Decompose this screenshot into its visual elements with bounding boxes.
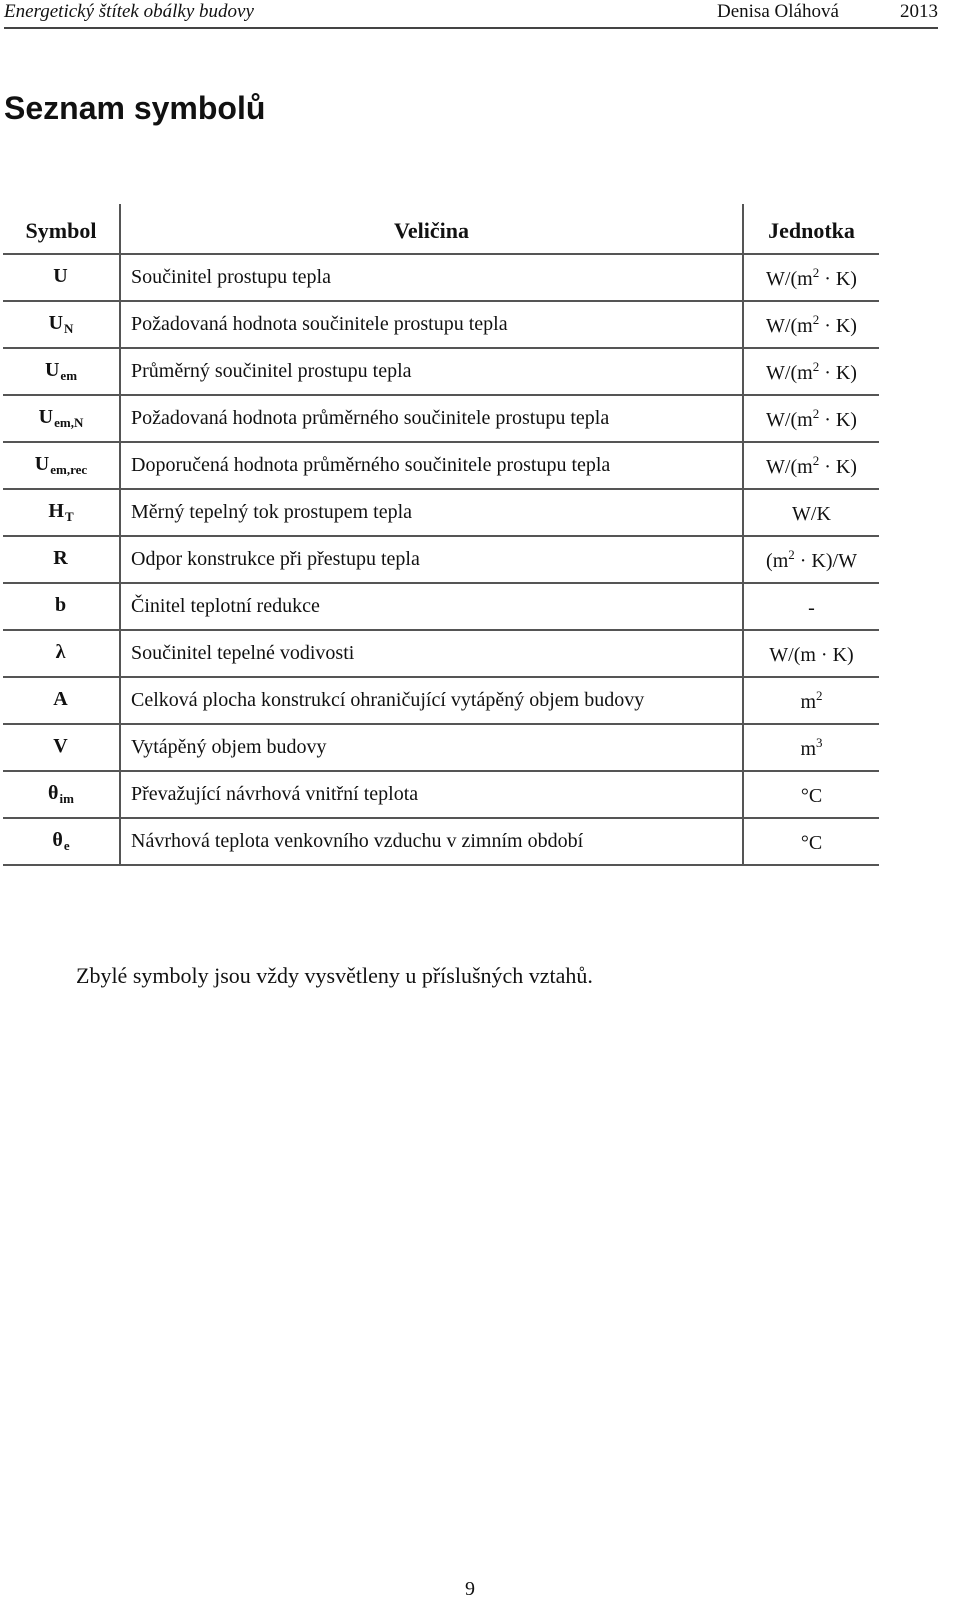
unit-base: W/(m · K) xyxy=(769,643,854,666)
unit-exponent: 2 xyxy=(812,311,820,327)
unit-cell xyxy=(743,630,879,677)
symbol-subscript: e xyxy=(63,838,70,853)
document-year: 2013 xyxy=(900,1,938,22)
author-name: Denisa Oláhová xyxy=(717,1,839,22)
quantity-cell: Součinitel prostupu tepla xyxy=(120,254,743,301)
symbol-main: θ xyxy=(48,782,59,804)
quantity-cell: Požadovaná hodnota součinitele prostupu tepla xyxy=(120,301,743,348)
table-row xyxy=(3,348,879,395)
symbol-main: U xyxy=(53,265,68,287)
symbol-main: λ xyxy=(55,641,66,663)
unit-cell xyxy=(743,818,879,865)
quantity-cell: Vytápěný objem budovy xyxy=(120,724,743,771)
unit-base: °C xyxy=(800,784,823,807)
unit-exponent: 2 xyxy=(816,687,823,703)
table-row xyxy=(3,489,879,536)
table-row xyxy=(3,630,879,677)
symbol-main: U xyxy=(34,453,50,475)
unit-cell xyxy=(743,254,879,301)
unit-base: (m xyxy=(766,549,789,572)
unit-cell xyxy=(743,348,879,395)
unit-cell xyxy=(743,771,879,818)
symbol-cell xyxy=(3,818,120,865)
unit-tail: · K) xyxy=(819,314,857,337)
footnote: Zbylé symboly jsou vždy vysvětleny u příslušných vztahů. xyxy=(76,963,593,988)
unit-base: W/(m xyxy=(766,455,813,478)
symbol-table xyxy=(3,204,879,866)
unit-tail: · K)/W xyxy=(794,549,857,572)
quantity-cell: Činitel teplotní redukce xyxy=(120,583,743,630)
symbol-cell xyxy=(3,677,120,724)
symbol-cell xyxy=(3,442,120,489)
unit-base: W/(m xyxy=(766,408,813,431)
unit-base: m xyxy=(800,737,817,760)
symbol-subscript: em,N xyxy=(54,415,84,430)
unit-tail: · K) xyxy=(819,267,857,290)
symbol-cell xyxy=(3,395,120,442)
table-row xyxy=(3,724,879,771)
unit-tail: · K) xyxy=(819,455,857,478)
symbol-cell xyxy=(3,724,120,771)
unit-cell xyxy=(743,489,879,536)
unit-tail: · K) xyxy=(819,408,857,431)
column-header-unit: Jednotka xyxy=(743,204,879,254)
table-row xyxy=(3,771,879,818)
quantity-cell: Převažující návrhová vnitřní teplota xyxy=(120,771,743,818)
page-header xyxy=(4,0,938,29)
symbol-main: U xyxy=(48,312,64,334)
quantity-cell: Návrhová teplota venkovního vzduchu v zimním období xyxy=(120,818,743,865)
unit-cell xyxy=(743,724,879,771)
unit-cell xyxy=(743,583,879,630)
quantity-cell: Požadovaná hodnota průměrného součinitele prostupu tepla xyxy=(120,395,743,442)
table-header-row xyxy=(3,204,879,254)
quantity-cell: Průměrný součinitel prostupu tepla xyxy=(120,348,743,395)
symbol-main: V xyxy=(53,735,68,757)
quantity-cell: Součinitel tepelné vodivosti xyxy=(120,630,743,677)
symbol-cell xyxy=(3,630,120,677)
unit-exponent: 2 xyxy=(812,264,820,280)
unit-base: W/(m xyxy=(766,267,813,290)
unit-base: W/(m xyxy=(766,361,813,384)
unit-base: - xyxy=(808,596,815,619)
symbol-cell xyxy=(3,583,120,630)
column-header-quantity: Veličina xyxy=(120,204,743,254)
symbol-cell xyxy=(3,536,120,583)
unit-cell xyxy=(743,301,879,348)
table-row xyxy=(3,536,879,583)
table-row xyxy=(3,818,879,865)
symbol-main: U xyxy=(38,406,54,428)
symbol-main: R xyxy=(53,547,68,569)
quantity-cell: Měrný tepelný tok prostupem tepla xyxy=(120,489,743,536)
unit-exponent: 3 xyxy=(816,734,823,750)
symbol-cell xyxy=(3,348,120,395)
unit-exponent: 2 xyxy=(788,546,795,562)
symbol-main: H xyxy=(48,500,64,522)
unit-base: °C xyxy=(800,831,823,854)
symbol-cell xyxy=(3,489,120,536)
unit-tail: · K) xyxy=(819,361,857,384)
unit-exponent: 2 xyxy=(812,452,820,468)
page-heading: Seznam symbolů xyxy=(4,90,266,126)
symbol-main: A xyxy=(53,688,68,710)
table-row xyxy=(3,583,879,630)
symbol-subscript: em,rec xyxy=(50,462,88,477)
symbol-cell xyxy=(3,771,120,818)
document-title: Energetický štítek obálky budovy xyxy=(4,1,254,22)
symbol-subscript: em xyxy=(60,368,78,383)
table-row xyxy=(3,301,879,348)
quantity-cell: Celková plocha konstrukcí ohraničující vytápěný objem budovy xyxy=(120,677,743,724)
symbol-main: θ xyxy=(52,829,63,851)
unit-base: W/K xyxy=(792,502,831,525)
unit-base: m xyxy=(800,690,817,713)
symbol-cell xyxy=(3,254,120,301)
table-row xyxy=(3,442,879,489)
page-number: 9 xyxy=(465,1578,475,1600)
symbol-subscript: T xyxy=(64,509,74,524)
unit-cell xyxy=(743,395,879,442)
unit-exponent: 2 xyxy=(812,405,820,421)
unit-exponent: 2 xyxy=(812,358,820,374)
symbol-main: U xyxy=(44,359,60,381)
table-body xyxy=(3,254,879,865)
unit-cell xyxy=(743,442,879,489)
quantity-cell: Doporučená hodnota průměrného součinitele prostupu tepla xyxy=(120,442,743,489)
symbol-subscript: N xyxy=(64,321,74,336)
unit-cell xyxy=(743,677,879,724)
table-row xyxy=(3,395,879,442)
symbol-cell xyxy=(3,301,120,348)
unit-base: W/(m xyxy=(766,314,813,337)
symbol-main: b xyxy=(54,594,67,616)
symbol-subscript: im xyxy=(59,791,74,806)
column-header-symbol: Symbol xyxy=(3,204,120,254)
table-row xyxy=(3,254,879,301)
unit-cell xyxy=(743,536,879,583)
table-row xyxy=(3,677,879,724)
quantity-cell: Odpor konstrukce při přestupu tepla xyxy=(120,536,743,583)
